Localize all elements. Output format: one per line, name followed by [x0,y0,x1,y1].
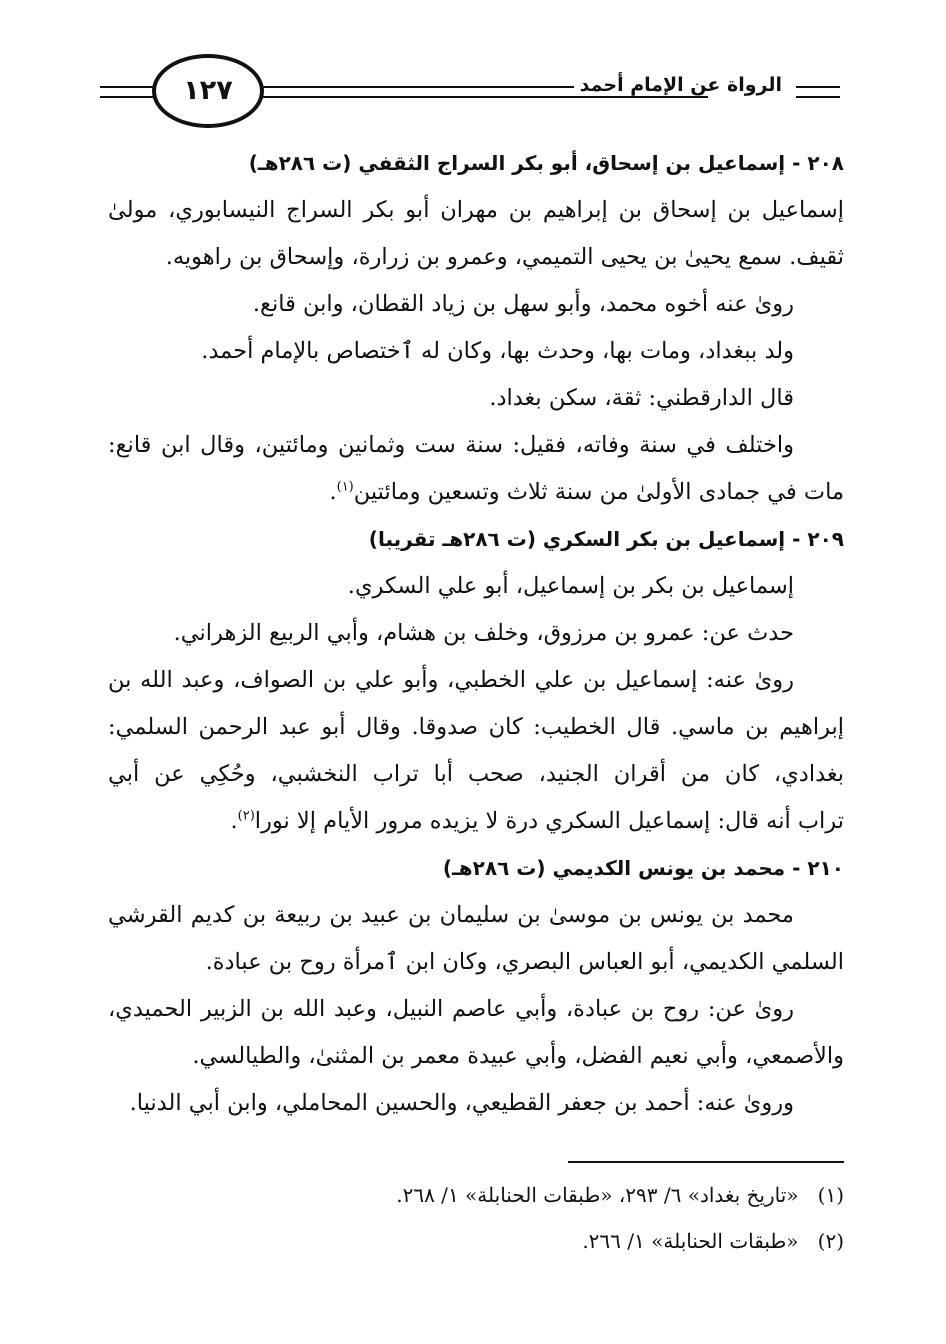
text-line: والأصمعي، وأبي نعيم الفضل، وأبي عبيدة معمر بن المثنىٰ، والطيالسي. [192,1043,844,1069]
header-rule-right [796,86,840,98]
text-line: رویٰ عنه أخوه محمد، وأبو سهل بن زياد القطان، وابن قانع. [252,291,794,317]
footnote-marker: (١) [817,1183,844,1207]
text-line: إسماعيل بن إسحاق بن إبراهيم بن مهران أبو بكر السراج النيسابوري، مولىٰ [108,197,844,223]
page-header [100,52,840,134]
entry-heading-208: ٢٠٨ - إسماعيل بن إسحاق، أبو بكر السراج الثقفي (ت ٢٨٦هـ) [248,151,844,175]
text-line-with-note [108,798,844,845]
footnote-1 [108,1172,844,1218]
footnote-text: «طبقات الحنابلة» ١/ ٢٦٦. [582,1229,799,1253]
text-line-with-note [108,469,844,516]
footnote-ref-2[interactable]: (٢) [237,808,255,824]
line-ending: . [230,808,238,834]
text-segment: مات في جمادى الأولىٰ من سنة ثلاث وتسعين ومائتين [353,479,844,505]
text-line: بغدادي، كان من أقران الجنيد، صحب أبا تراب النخشبي، وحُكِي عن أبي [108,761,844,787]
text-line: إسماعيل بن بكر بن إسماعيل، أبو علي السكري. [347,573,794,599]
footnote-separator [568,1161,844,1163]
page-body [108,140,844,1127]
text-line: رویٰ عن: روح بن عبادة، وأبي عاصم النبيل، وعبد الله بن الزبير الحميدي، [108,996,794,1022]
text-line: محمد بن يونس بن موسىٰ بن سليمان بن عبيد بن ربيعة بن كديم القرشي [108,902,794,928]
text-line: حدث عن: عمرو بن مرزوق، وخلف بن هشام، وأبي الربيع الزهراني. [173,620,794,646]
text-line: قال الدارقطني: ثقة، سكن بغداد. [489,385,794,411]
footnote-marker: (٢) [817,1229,844,1253]
text-line: وروىٰ عنه: أحمد بن جعفر القطيعي، والحسين المحاملي، وابن أبي الدنيا. [129,1090,794,1116]
text-line: واختلف في سنة وفاته، فقيل: سنة ست وثمانين ومائتين، وقال ابن قانع: [108,432,794,458]
line-ending: . [329,479,337,505]
footnote-text: «تاريخ بغداد» ٦/ ٢٩٣، «طبقات الحنابلة» ١/ ٢٦٨. [396,1183,799,1207]
footnote-ref-1[interactable]: (١) [336,479,354,495]
text-line: ولد ببغداد، ومات بها، وحدث بها، وكان له ٱختصاص بالإمام أحمد. [201,338,794,364]
page-number: ١٢٧ [152,54,264,128]
running-title: الرواة عن الإمام أحمد [574,74,788,96]
text-line: إبراهيم بن ماسي. قال الخطيب: كان صدوقا. وقال أبو عبد الرحمن السلمي: [108,714,844,740]
text-segment: تراب أنه قال: إسماعيل السكري درة لا يزيده مرور الأيام إلا نورا [254,808,844,834]
entry-heading-209: ٢٠٩ - إسماعيل بن بكر السكري (ت ٢٨٦هـ تقريبا) [368,527,844,551]
entry-heading-210: ٢١٠ - محمد بن يونس الكديمي (ت ٢٨٦هـ) [442,856,844,880]
text-line: ثقيف. سمع يحيىٰ بن يحيى التميمي، وعمرو بن زرارة، وإسحاق بن راهويه. [165,244,844,270]
text-line: رویٰ عنه: إسماعيل بن علي الخطبي، وأبو علي بن الصواف، وعبد الله بن [108,667,794,693]
footnotes [108,1172,844,1264]
text-line: السلمي الكديمي، أبو العباس البصري، وكان ابن ٱمرأة روح بن عبادة. [205,949,844,975]
footnote-2 [108,1218,844,1264]
